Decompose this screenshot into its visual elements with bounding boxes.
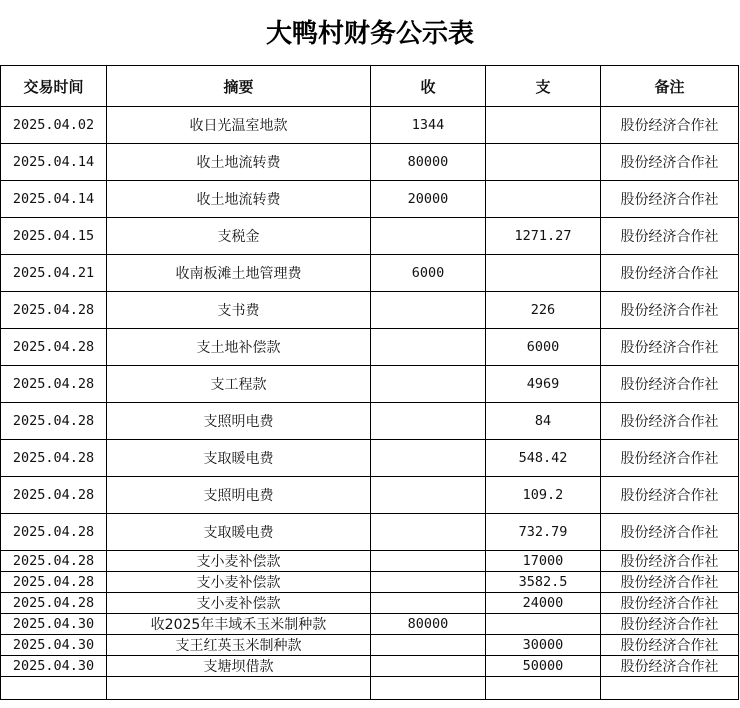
cell-summary: 支小麦补偿款 (107, 551, 371, 572)
cell-remark: 股份经济合作社 (601, 440, 739, 477)
cell-remark: 股份经济合作社 (601, 635, 739, 656)
cell-date (1, 677, 107, 700)
page-title: 大鸭村财务公示表 (265, 18, 474, 49)
cell-date: 2025.04.14 (1, 144, 107, 181)
cell-remark: 股份经济合作社 (601, 403, 739, 440)
cell-remark: 股份经济合作社 (601, 514, 739, 551)
cell-summary: 支税金 (107, 218, 371, 255)
cell-remark: 股份经济合作社 (601, 218, 739, 255)
cell-summary: 收南板滩土地管理费 (107, 255, 371, 292)
cell-income: 6000 (371, 255, 486, 292)
cell-date: 2025.04.30 (1, 656, 107, 677)
cell-remark: 股份经济合作社 (601, 292, 739, 329)
table-row (1, 329, 739, 366)
cell-date: 2025.04.28 (1, 329, 107, 366)
table-row (1, 218, 739, 255)
cell-income (371, 477, 486, 514)
table-row (1, 593, 739, 614)
cell-remark: 股份经济合作社 (601, 572, 739, 593)
cell-date: 2025.04.28 (1, 572, 107, 593)
cell-summary (107, 677, 371, 700)
cell-remark (601, 677, 739, 700)
header-remark: 备注 (601, 66, 739, 107)
cell-income (371, 403, 486, 440)
cell-expense: 1271.27 (486, 218, 601, 255)
cell-income (371, 440, 486, 477)
cell-income (371, 329, 486, 366)
cell-remark: 股份经济合作社 (601, 329, 739, 366)
cell-date: 2025.04.15 (1, 218, 107, 255)
table-row (1, 677, 739, 700)
cell-remark: 股份经济合作社 (601, 593, 739, 614)
header-income: 收 (371, 66, 486, 107)
cell-expense: 50000 (486, 656, 601, 677)
cell-date: 2025.04.02 (1, 107, 107, 144)
cell-date: 2025.04.28 (1, 403, 107, 440)
cell-remark: 股份经济合作社 (601, 107, 739, 144)
cell-income (371, 551, 486, 572)
cell-income (371, 292, 486, 329)
table-row (1, 366, 739, 403)
header-summary: 摘要 (107, 66, 371, 107)
cell-summary: 支照明电费 (107, 403, 371, 440)
cell-income: 1344 (371, 107, 486, 144)
cell-expense (486, 677, 601, 700)
header-date: 交易时间 (1, 66, 107, 107)
table-row (1, 181, 739, 218)
cell-expense: 17000 (486, 551, 601, 572)
header-expense: 支 (486, 66, 601, 107)
cell-remark: 股份经济合作社 (601, 477, 739, 514)
cell-expense: 3582.5 (486, 572, 601, 593)
cell-remark: 股份经济合作社 (601, 551, 739, 572)
cell-date: 2025.04.28 (1, 514, 107, 551)
cell-remark: 股份经济合作社 (601, 255, 739, 292)
cell-income (371, 635, 486, 656)
cell-date: 2025.04.14 (1, 181, 107, 218)
cell-remark: 股份经济合作社 (601, 144, 739, 181)
table-row (1, 656, 739, 677)
cell-summary: 支书费 (107, 292, 371, 329)
table-row (1, 477, 739, 514)
cell-income (371, 572, 486, 593)
finance-table (0, 65, 739, 700)
cell-summary: 支土地补偿款 (107, 329, 371, 366)
cell-summary: 收土地流转费 (107, 181, 371, 218)
cell-expense (486, 614, 601, 635)
table-row (1, 572, 739, 593)
cell-income (371, 514, 486, 551)
table-row (1, 255, 739, 292)
cell-income (371, 593, 486, 614)
table-row (1, 551, 739, 572)
cell-income: 20000 (371, 181, 486, 218)
cell-expense: 6000 (486, 329, 601, 366)
table-row (1, 107, 739, 144)
cell-remark: 股份经济合作社 (601, 656, 739, 677)
cell-date: 2025.04.28 (1, 440, 107, 477)
cell-summary: 支照明电费 (107, 477, 371, 514)
cell-expense: 24000 (486, 593, 601, 614)
cell-expense: 30000 (486, 635, 601, 656)
cell-expense (486, 181, 601, 218)
cell-income (371, 677, 486, 700)
cell-summary: 收土地流转费 (107, 144, 371, 181)
cell-date: 2025.04.28 (1, 477, 107, 514)
cell-date: 2025.04.30 (1, 614, 107, 635)
cell-date: 2025.04.28 (1, 551, 107, 572)
cell-expense: 4969 (486, 366, 601, 403)
cell-expense: 226 (486, 292, 601, 329)
table-row (1, 614, 739, 635)
table-row (1, 403, 739, 440)
table-row (1, 440, 739, 477)
cell-date: 2025.04.28 (1, 366, 107, 403)
cell-remark: 股份经济合作社 (601, 181, 739, 218)
cell-summary: 支工程款 (107, 366, 371, 403)
cell-summary: 支塘坝借款 (107, 656, 371, 677)
table-row (1, 144, 739, 181)
table-row (1, 514, 739, 551)
cell-summary: 支小麦补偿款 (107, 593, 371, 614)
cell-income (371, 656, 486, 677)
cell-remark: 股份经济合作社 (601, 366, 739, 403)
cell-expense: 548.42 (486, 440, 601, 477)
cell-date: 2025.04.30 (1, 635, 107, 656)
cell-summary: 支取暖电费 (107, 514, 371, 551)
cell-income (371, 366, 486, 403)
table-header-row (1, 66, 739, 107)
cell-date: 2025.04.28 (1, 292, 107, 329)
cell-income: 80000 (371, 614, 486, 635)
cell-summary: 支小麦补偿款 (107, 572, 371, 593)
table-row (1, 292, 739, 329)
cell-summary: 收日光温室地款 (107, 107, 371, 144)
cell-remark: 股份经济合作社 (601, 614, 739, 635)
cell-summary: 支取暖电费 (107, 440, 371, 477)
cell-expense (486, 144, 601, 181)
cell-summary: 收2025年丰域禾玉米制种款 (107, 614, 371, 635)
cell-expense: 84 (486, 403, 601, 440)
cell-income: 80000 (371, 144, 486, 181)
cell-expense (486, 255, 601, 292)
cell-date: 2025.04.21 (1, 255, 107, 292)
cell-expense: 109.2 (486, 477, 601, 514)
cell-income (371, 218, 486, 255)
cell-date: 2025.04.28 (1, 593, 107, 614)
cell-summary: 支王红英玉米制种款 (107, 635, 371, 656)
cell-expense: 732.79 (486, 514, 601, 551)
table-row (1, 635, 739, 656)
cell-expense (486, 107, 601, 144)
